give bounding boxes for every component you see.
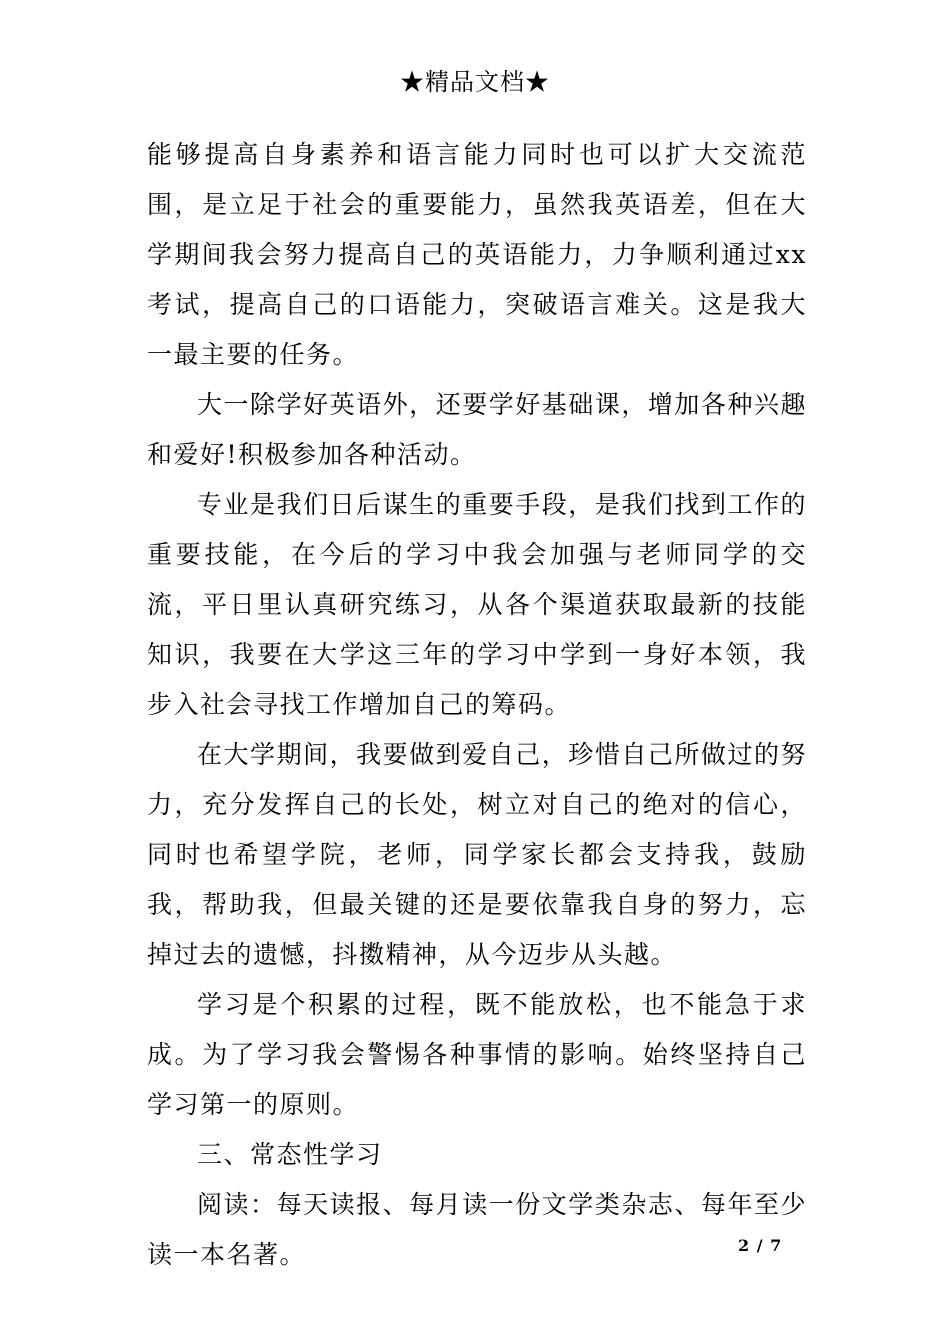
paragraph-professional-skills: 专业是我们日后谋生的重要手段，是我们找到工作的重要技能，在今后的学习中我会加强与老师同学的交流，平日里认真研究练习，从各个渠道获取最新的技能知识，我要在大学这三年的学习中学到一身好本领，我步入社会寻找工作增加自己的筹码。 (147, 490, 807, 719)
paragraph-reading-plan: 阅读：每天读报、每月读一份文学类杂志、每年至少读一本名著。 (147, 1190, 807, 1269)
page-header-title: ★精品文档★ (400, 68, 550, 96)
paragraph-self-confidence: 在大学期间，我要做到爱自己，珍惜自己所做过的努力，充分发挥自己的长处，树立对自己的绝对的信心，同时也希望学院，老师，同学家长都会支持我，鼓励我，帮助我，但最关键的还是要依靠我自身的努力，忘掉过去的遗憾，抖擞精神，从今迈步从头越。 (147, 740, 807, 969)
section-heading-regular-learning: 三、常态性学习 (197, 1140, 383, 1169)
document-body (147, 130, 807, 1280)
page-number: 2 / 7 (738, 1236, 783, 1255)
paragraph-continuation: 能够提高自身素养和语言能力同时也可以扩大交流范围，是立足于社会的重要能力，虽然我英语差，但在大学期间我会努力提高自己的英语能力，力争顺利通过xx考试，提高自己的口语能力，突破语言难关。这是我大一最主要的任务。 (147, 140, 807, 369)
paragraph-learning-process: 学习是个积累的过程，既不能放松，也不能急于求成。为了学习我会警惕各种事情的影响。始终坚持自己学习第一的原则。 (147, 990, 807, 1119)
paragraph-basic-courses: 大一除学好英语外，还要学好基础课，增加各种兴趣和爱好!积极参加各种活动。 (147, 390, 807, 469)
